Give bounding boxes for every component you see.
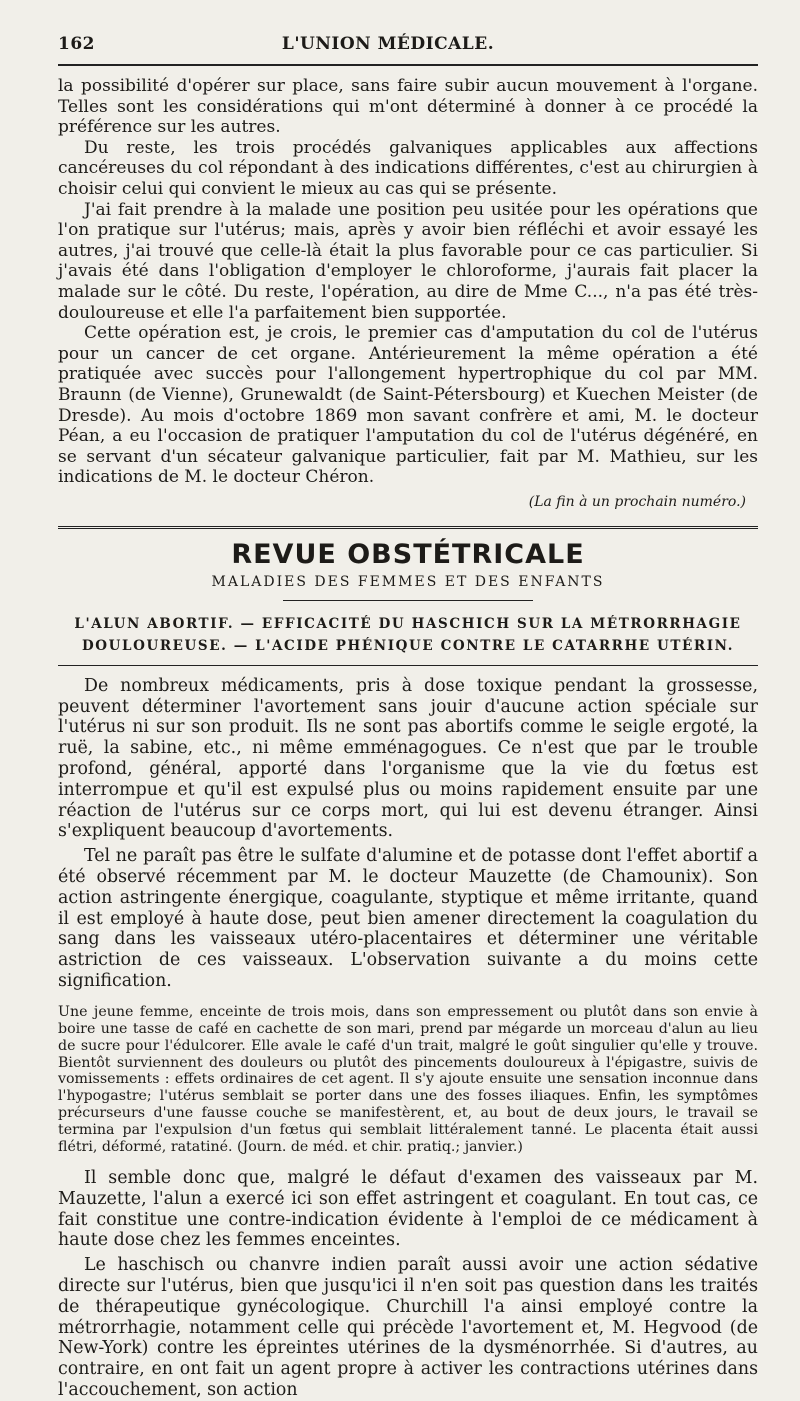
paragraph: J'ai fait prendre à la malade une position peu usitée pour les opérations que l'on pratique sur l'utérus; mais, après y avoir bien réfléchi et avoir essayé les autres, j'ai trouvé que celle-là était la plus favorable pour ce cas particulier. Si j'avais été dans l'obligation d'employer le chloroforme, j'aurais fait placer la malade sur le côté. Du reste, l'opération, au dire de Mme C..., n'a pas été très-douloureuse et elle l'a parfaitement bien supportée. bbox=[58, 199, 758, 323]
article-headline: L'ALUN ABORTIF. — EFFICACITÉ DU HASCHICH SUR LA MÉTRORRHAGIE DOULOUREUSE. — L'ACIDE PHÉNIQUE CONTRE LE CATARRHE UTÉRIN. bbox=[74, 615, 742, 654]
paragraph: Cette opération est, je crois, le premier cas d'amputation du col de l'utérus pour un cancer de cet organe. Antérieurement la même opération a été pratiquée avec succès pour l'allongement hypertrophique du col par MM. Braunn (de Vienne), Grunewaldt (de Saint-Pétersbourg) et Kuechen Meister (de Dresde). Au mois d'octobre 1869 mon savant confrère et ami, M. le docteur Péan, a eu l'occasion de pratiquer l'amputation du col de l'utérus dégénéré, en se servant d'un sécateur galvanique particulier, fait par M. Mathieu, sur les indications de M. le docteur Chéron. bbox=[58, 323, 758, 488]
case-report bbox=[58, 1004, 758, 1156]
case-report-text: Une jeune femme, enceinte de trois mois, dans son empressement ou plutôt dans son envie à boire une tasse de café en cachette de son mari, prend par mégarde un morceau d'alun au lieu de sucre pour l'édulcorer. Elle avale le café d'un trait, malgré le goût singulier qu'elle y trouve. Bientôt surviennent des douleurs ou plutôt des pincements douloureux à l'épigastre, suivis de vomissements : effets ordinaires de cet agent. Il s'y ajoute ensuite une sensation inconnue dans l'hypogastre; l'utérus semblait se porter dans une des fosses iliaques. Enfin, les symptômes précurseurs d'une fausse couche se manifestèrent, et, au bout de deux jours, le travail se termina par l'expulsion d'un fœtus qui semblait littéralement tanné. Le placenta était aussi flétri, déformé, ratatiné. (Journ. de méd. et chir. pratiq.; janvier.) bbox=[58, 1003, 758, 1156]
article-body bbox=[58, 676, 758, 992]
paragraph: Du reste, les trois procédés galvaniques applicables aux affections cancéreuses du col répondant à des indications différentes, c'est au chirurgien à choisir celui qui convient le mieux au cas qui se présente. bbox=[58, 137, 758, 199]
section-subtitle: MALADIES DES FEMMES ET DES ENFANTS bbox=[211, 573, 605, 590]
paragraph: Il semble donc que, malgré le défaut d'examen des vaisseaux par M. Mauzette, l'alun a exercé ici son effet astringent et coagulant. En tout cas, ce fait constitue une contre-indication évidente à l'emploi de ce médicament à haute dose chez les femmes enceintes. bbox=[58, 1167, 758, 1251]
page-number: 162 bbox=[58, 34, 95, 54]
section-continuation bbox=[58, 76, 758, 510]
journal-title: L'UNION MÉDICALE. bbox=[281, 34, 495, 54]
paragraph: la possibilité d'opérer sur place, sans faire subir aucun mouvement à l'organe. Telles sont les considérations qui m'ont déterminé à donner à ce procédé la préférence sur les autres. bbox=[58, 76, 758, 138]
section-divider bbox=[58, 526, 758, 531]
running-head bbox=[58, 34, 758, 54]
article-body-continued bbox=[58, 1168, 758, 1401]
continuation-note: (La fin à un prochain numéro.) bbox=[528, 493, 746, 510]
header-rule bbox=[58, 64, 758, 66]
paragraph: Le haschisch ou chanvre indien paraît aussi avoir une action sédative directe sur l'utérus, bien que jusqu'ici il n'en soit pas question dans les traités de thérapeutique gynécologique. Churchill l'a ainsi employé contre la métrorrhagie, notamment celle qui précède l'avortement et, M. Hegvood (de New-York) contre les épreintes utérines de la dysménorrhée. Si d'autres, au contraire, en ont fait un agent propre à activer les contractions utérines dans l'accouchement, son action bbox=[58, 1255, 758, 1400]
headline-rule bbox=[58, 665, 758, 666]
paragraph: De nombreux médicaments, pris à dose toxique pendant la grossesse, peuvent déterminer l'avortement sans jouir d'aucune action spéciale sur l'utérus ni sur son produit. Ils ne sont pas abortifs comme le seigle ergoté, la ruë, la sabine, etc., ni même emménagogues. Ce n'est que par le trouble profond, général, apporté dans l'organisme que la vie du fœtus est interrompue et qu'il est expulsé plus ou moins rapidement ensuite par une réaction de l'utérus sur ce corps mort, qui lui est devenu étranger. Ainsi s'expliquent beaucoup d'avortements. bbox=[58, 675, 758, 842]
section-title: REVUE OBSTÉTRICALE bbox=[231, 538, 585, 570]
subtitle-rule bbox=[283, 600, 533, 601]
paragraph: Tel ne paraît pas être le sulfate d'alumine et de potasse dont l'effet abortif a été observé récemment par M. le docteur Mauzette (de Chamounix). Son action astringente énergique, coagulante, styptique et même irritante, quand il est employé à haute dose, peut bien amener directement la coagulation du sang dans les vaisseaux utéro-placentaires et déterminer une véritable astriction de ces vaisseaux. L'observation suivante a du moins cette signification. bbox=[58, 846, 758, 992]
